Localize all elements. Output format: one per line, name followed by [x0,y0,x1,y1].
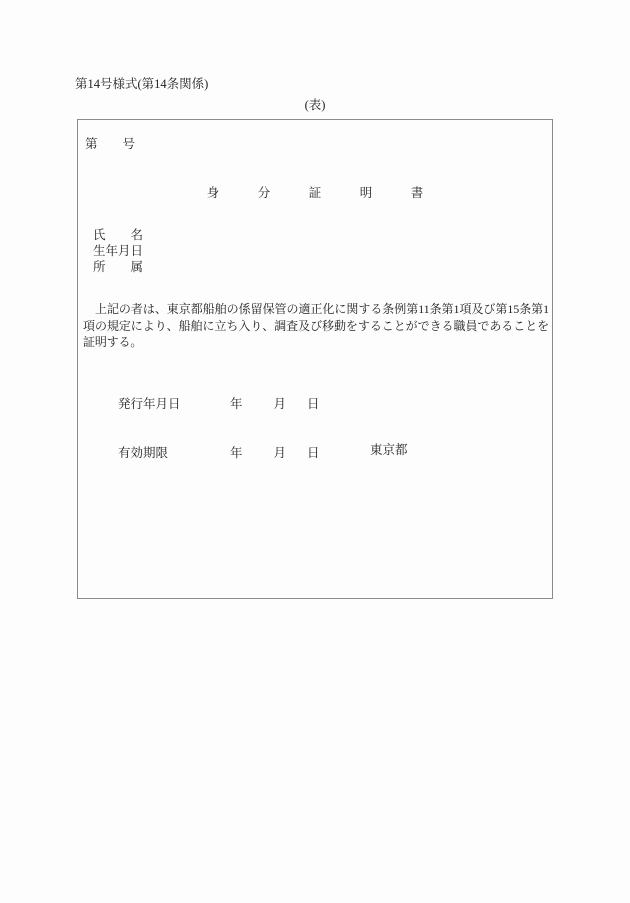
card-title: 身 分 証 明 書 [206,186,437,200]
id-card-border-box [77,119,553,599]
field-birthdate-label: 生年月日 [93,244,144,259]
issue-date-label: 発行年月日 [118,397,181,412]
field-affiliation-label: 所 属 [93,260,144,275]
expiry-day-unit: 日 [307,445,320,460]
issue-day-unit: 日 [307,397,320,412]
expiry-year-unit: 年 [230,445,243,460]
form-number-label: 第14号様式(第14条関係) [75,77,209,91]
certificate-number-line: 第 号 [85,137,136,151]
expiry-date-label: 有効期限 [118,445,169,460]
expiry-date-row [93,429,320,478]
expiry-month-unit: 月 [273,445,287,460]
issue-date-row [93,380,320,429]
issue-year-unit: 年 [230,397,243,412]
personal-fields [93,227,143,276]
front-side-label: (表) [304,98,326,112]
certification-statement: 上記の者は、東京都船舶の係留保管の適正化に関する条例第11条第1項及び第15条第1項の規定により、船舶に立ち入り、調査及び移動をすることができる職員であることを証明する。 [83,302,549,350]
issuer-name: 東京都 [370,443,408,457]
field-name-label: 氏 名 [93,228,144,242]
issue-month-unit: 月 [273,397,287,412]
date-fields [93,380,320,477]
